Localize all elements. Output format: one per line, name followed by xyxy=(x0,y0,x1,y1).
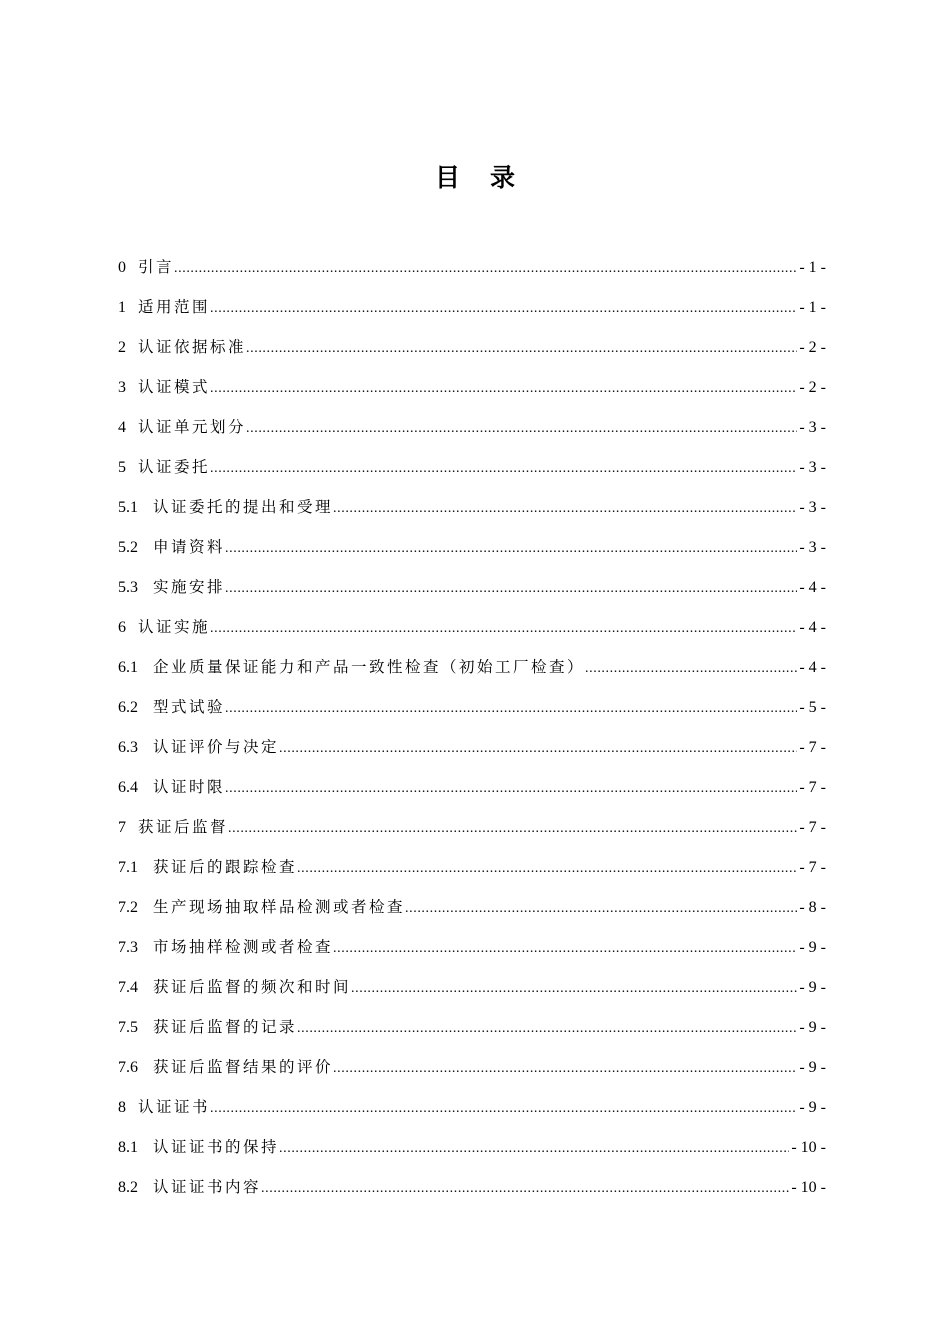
toc-entry-title: 认证证书的保持 xyxy=(153,1138,280,1156)
toc-entry[interactable] xyxy=(118,814,826,854)
toc-entry[interactable] xyxy=(118,454,826,494)
toc-leader-dots xyxy=(174,256,797,282)
toc-entry-number: 7.2 xyxy=(118,899,138,916)
toc-entry[interactable] xyxy=(118,974,826,1014)
toc-leader-dots xyxy=(210,616,797,642)
toc-entry-number: 6.3 xyxy=(118,739,138,756)
toc-entry-page-number: - 1 - xyxy=(799,259,826,276)
toc-entry-number: 5 xyxy=(118,459,126,476)
toc-entry-page-number: - 7 - xyxy=(799,739,826,756)
toc-leader-dots xyxy=(333,1056,797,1082)
toc-entry-page-number: - 1 - xyxy=(799,299,826,316)
toc-entry-page-number: - 8 - xyxy=(799,899,826,916)
toc-entry-number: 7.3 xyxy=(118,939,138,956)
toc-entry-title: 认证模式 xyxy=(138,378,211,396)
toc-entry-title: 生产现场抽取样品检测或者检查 xyxy=(153,898,406,916)
toc-entry-number: 5.1 xyxy=(118,499,138,516)
toc-entry-number: 8.2 xyxy=(118,1179,138,1196)
toc-entry-page-number: - 10 - xyxy=(791,1139,826,1156)
toc-entry-number: 7 xyxy=(118,819,126,836)
toc-entry-page-number: - 4 - xyxy=(799,579,826,596)
toc-entry-title: 认证单元划分 xyxy=(138,418,247,436)
toc-leader-dots xyxy=(228,816,797,842)
toc-entry-page-number: - 9 - xyxy=(799,979,826,996)
toc-leader-dots xyxy=(279,1136,789,1162)
toc-entry[interactable] xyxy=(118,494,826,534)
toc-leader-dots xyxy=(210,376,797,402)
toc-entry-number: 4 xyxy=(118,419,126,436)
toc-entry-page-number: - 10 - xyxy=(791,1179,826,1196)
toc-entry-number: 7.1 xyxy=(118,859,138,876)
toc-entry-page-number: - 9 - xyxy=(799,939,826,956)
toc-entry-number: 8 xyxy=(118,1099,126,1116)
toc-entry-number: 6 xyxy=(118,619,126,636)
toc-entry-page-number: - 7 - xyxy=(799,779,826,796)
toc-entry-title: 获证后监督的频次和时间 xyxy=(153,978,352,996)
toc-title xyxy=(0,158,950,194)
toc-entry-title: 引言 xyxy=(138,258,175,276)
toc-entry-page-number: - 3 - xyxy=(799,499,826,516)
toc-entry-number: 1 xyxy=(118,299,126,316)
toc-entry-number: 5.2 xyxy=(118,539,138,556)
toc-leader-dots xyxy=(297,1016,797,1042)
toc-entry[interactable] xyxy=(118,254,826,294)
toc-entry-number: 8.1 xyxy=(118,1139,138,1156)
toc-entry-page-number: - 9 - xyxy=(799,1099,826,1116)
toc-leader-dots xyxy=(333,496,797,522)
toc-entry-page-number: - 9 - xyxy=(799,1059,826,1076)
toc-entry-number: 3 xyxy=(118,379,126,396)
toc-list xyxy=(118,254,826,1214)
toc-entry[interactable] xyxy=(118,1134,826,1174)
toc-leader-dots xyxy=(297,856,797,882)
toc-entry[interactable] xyxy=(118,334,826,374)
toc-leader-dots xyxy=(405,896,797,922)
toc-entry-title: 认证委托 xyxy=(138,458,211,476)
toc-entry[interactable] xyxy=(118,1094,826,1134)
toc-entry-number: 6.2 xyxy=(118,699,138,716)
toc-entry-number: 2 xyxy=(118,339,126,356)
toc-entry[interactable] xyxy=(118,294,826,334)
toc-entry-number: 7.4 xyxy=(118,979,138,996)
toc-entry-page-number: - 7 - xyxy=(799,859,826,876)
toc-leader-dots xyxy=(225,696,797,722)
toc-entry-title: 认证依据标准 xyxy=(138,338,247,356)
toc-entry-number: 7.5 xyxy=(118,1019,138,1036)
toc-entry-title: 申请资料 xyxy=(153,538,226,556)
toc-leader-dots xyxy=(351,976,797,1002)
toc-entry-title: 认证时限 xyxy=(153,778,226,796)
toc-entry[interactable] xyxy=(118,534,826,574)
toc-entry[interactable] xyxy=(118,934,826,974)
toc-entry[interactable] xyxy=(118,1054,826,1094)
toc-entry-number: 6.4 xyxy=(118,779,138,796)
toc-entry-title: 获证后监督结果的评价 xyxy=(153,1058,334,1076)
toc-leader-dots xyxy=(585,656,797,682)
toc-entry-page-number: - 4 - xyxy=(799,659,826,676)
toc-leader-dots xyxy=(261,1176,789,1202)
toc-entry-number: 6.1 xyxy=(118,659,138,676)
toc-entry-title: 认证委托的提出和受理 xyxy=(153,498,334,516)
toc-entry[interactable] xyxy=(118,734,826,774)
toc-leader-dots xyxy=(225,536,797,562)
toc-entry-title: 获证后的跟踪检查 xyxy=(153,858,298,876)
toc-entry-title: 认证证书内容 xyxy=(153,1178,262,1196)
toc-entry-page-number: - 4 - xyxy=(799,619,826,636)
toc-leader-dots xyxy=(225,576,797,602)
toc-entry-page-number: - 9 - xyxy=(799,1019,826,1036)
toc-entry[interactable] xyxy=(118,1014,826,1054)
toc-entry-page-number: - 2 - xyxy=(799,379,826,396)
toc-entry-page-number: - 3 - xyxy=(799,459,826,476)
toc-entry[interactable] xyxy=(118,774,826,814)
toc-entry-page-number: - 2 - xyxy=(799,339,826,356)
toc-leader-dots xyxy=(225,776,797,802)
toc-entry[interactable] xyxy=(118,374,826,414)
toc-title-char-1: 目 xyxy=(434,163,460,192)
toc-entry-title: 获证后监督 xyxy=(138,818,229,836)
toc-entry-number: 0 xyxy=(118,259,126,276)
toc-entry-page-number: - 3 - xyxy=(799,539,826,556)
toc-entry-title: 实施安排 xyxy=(153,578,226,596)
toc-entry-title: 认证实施 xyxy=(138,618,211,636)
toc-entry[interactable] xyxy=(118,854,826,894)
toc-entry[interactable] xyxy=(118,574,826,614)
toc-leader-dots xyxy=(246,416,797,442)
toc-entry[interactable] xyxy=(118,654,826,694)
toc-leader-dots xyxy=(210,296,797,322)
toc-entry-title: 认证评价与决定 xyxy=(153,738,280,756)
toc-leader-dots xyxy=(210,456,797,482)
toc-entry-page-number: - 5 - xyxy=(799,699,826,716)
toc-entry-title: 企业质量保证能力和产品一致性检查（初始工厂检查） xyxy=(153,658,586,676)
toc-entry[interactable] xyxy=(118,614,826,654)
toc-title-char-2: 录 xyxy=(490,163,516,192)
toc-entry[interactable] xyxy=(118,1174,826,1214)
toc-entry[interactable] xyxy=(118,894,826,934)
toc-leader-dots xyxy=(279,736,797,762)
toc-entry[interactable] xyxy=(118,694,826,734)
toc-entry-number: 5.3 xyxy=(118,579,138,596)
toc-entry-title: 型式试验 xyxy=(153,698,226,716)
toc-leader-dots xyxy=(246,336,797,362)
toc-entry-title: 认证证书 xyxy=(138,1098,211,1116)
toc-entry[interactable] xyxy=(118,414,826,454)
toc-entry-title: 市场抽样检测或者检查 xyxy=(153,938,334,956)
toc-entry-page-number: - 3 - xyxy=(799,419,826,436)
toc-entry-number: 7.6 xyxy=(118,1059,138,1076)
toc-leader-dots xyxy=(210,1096,797,1122)
toc-leader-dots xyxy=(333,936,797,962)
toc-entry-title: 适用范围 xyxy=(138,298,211,316)
toc-entry-title: 获证后监督的记录 xyxy=(153,1018,298,1036)
toc-entry-page-number: - 7 - xyxy=(799,819,826,836)
